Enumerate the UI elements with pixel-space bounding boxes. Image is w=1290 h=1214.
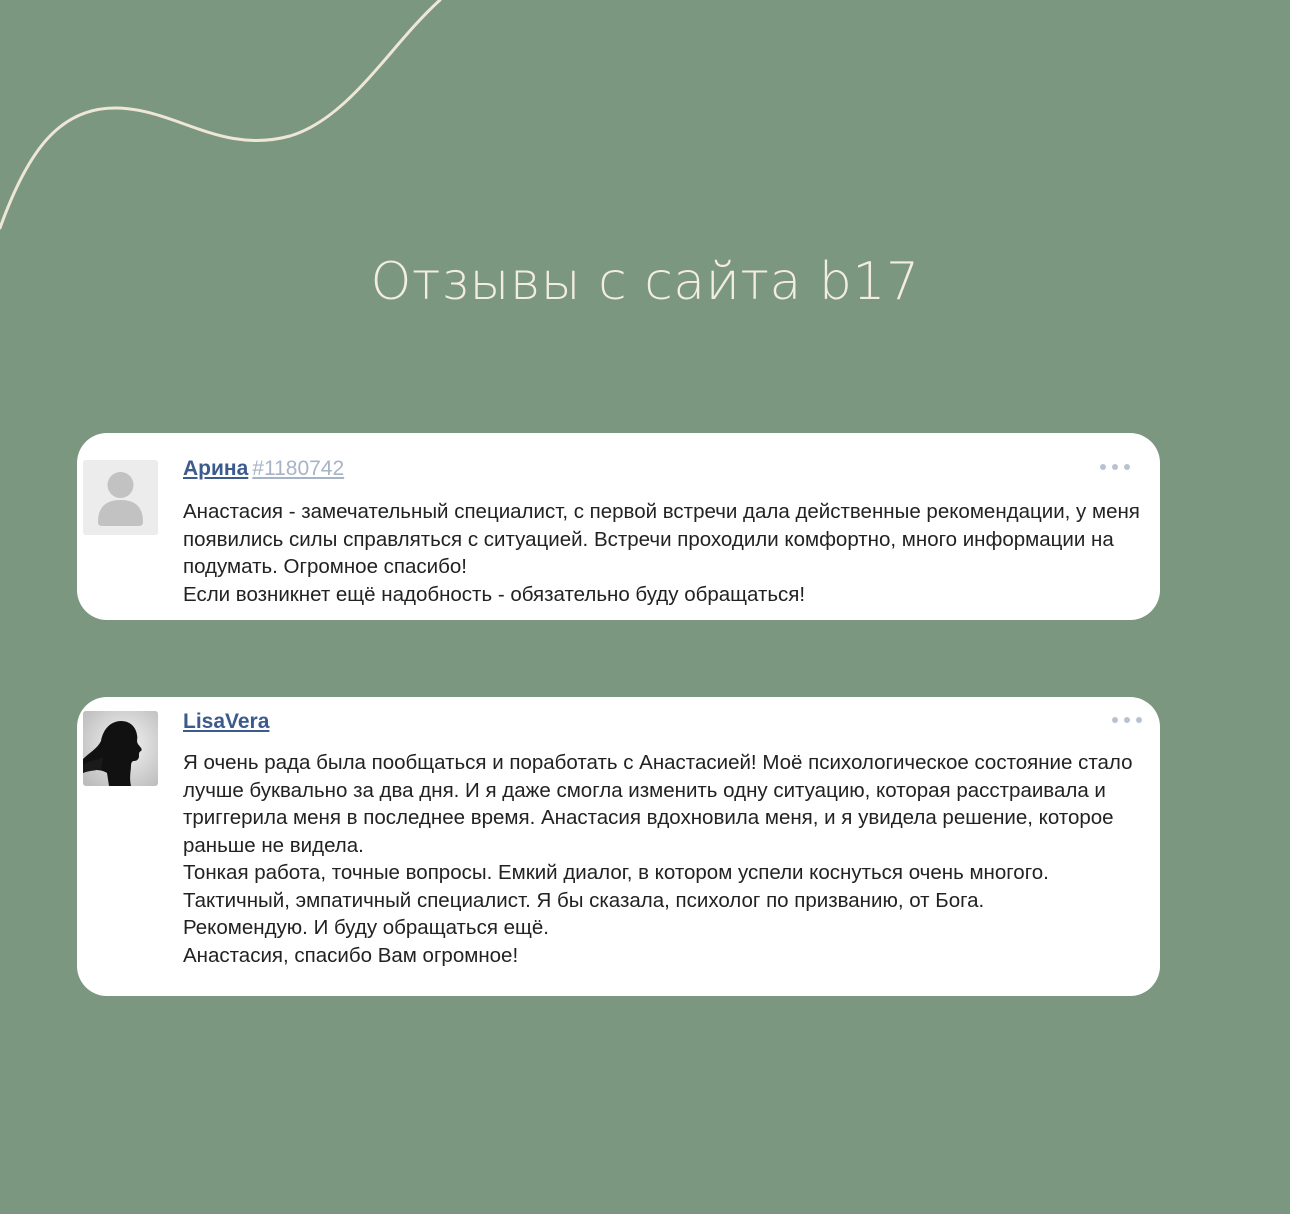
review-id-link[interactable]: #1180742 — [252, 457, 345, 480]
avatar[interactable] — [83, 460, 158, 535]
review-card — [77, 697, 1160, 996]
page-title: Отзывы с сайта b17 — [370, 252, 920, 312]
author-link[interactable]: Арина — [183, 457, 249, 480]
review-card — [77, 433, 1160, 620]
review-paragraph: Если возникнет ещё надобность - обязательно буду обращаться! — [183, 582, 806, 606]
review-paragraph: Рекомендую. И буду обращаться ещё. — [183, 916, 550, 939]
author-link[interactable]: LisaVera — [183, 710, 270, 733]
review-paragraph: Анастасия - замечательный специалист, с первой встречи дала действенные рекомендации, у меня появились силы справляться с ситуацией. Встречи проходили комфортно, много информации на подумать. Огромное спасибо! — [183, 500, 1140, 578]
review-header — [183, 457, 344, 481]
avatar[interactable] — [83, 711, 158, 786]
review-paragraph: Тонкая работа, точные вопросы. Емкий диалог, в котором успели коснуться очень многого. Тактичный, эмпатичный специалист. Я бы сказала, психолог по призванию, от Бога. — [183, 861, 1049, 912]
review-paragraph: Анастасия, спасибо Вам огромное! — [183, 943, 519, 967]
more-options-icon[interactable] — [1100, 462, 1130, 472]
more-options-icon[interactable] — [1112, 715, 1142, 725]
review-paragraph: Я очень рада была пообщаться и поработать с Анастасией! Моё психологическое состояние стало лучше буквально за два дня. И я даже смогла изменить одну ситуацию, которая расстраивала и триггерила меня в последнее время. Анастасия вдохновила меня, и я увидела решение, которое раньше не видела. — [183, 751, 1133, 857]
review-text — [183, 749, 1146, 969]
woman-profile-silhouette-icon — [83, 711, 158, 786]
decorative-curve — [0, 0, 460, 240]
default-user-silhouette-icon — [83, 460, 158, 535]
review-header — [183, 710, 269, 734]
review-text — [183, 498, 1146, 608]
